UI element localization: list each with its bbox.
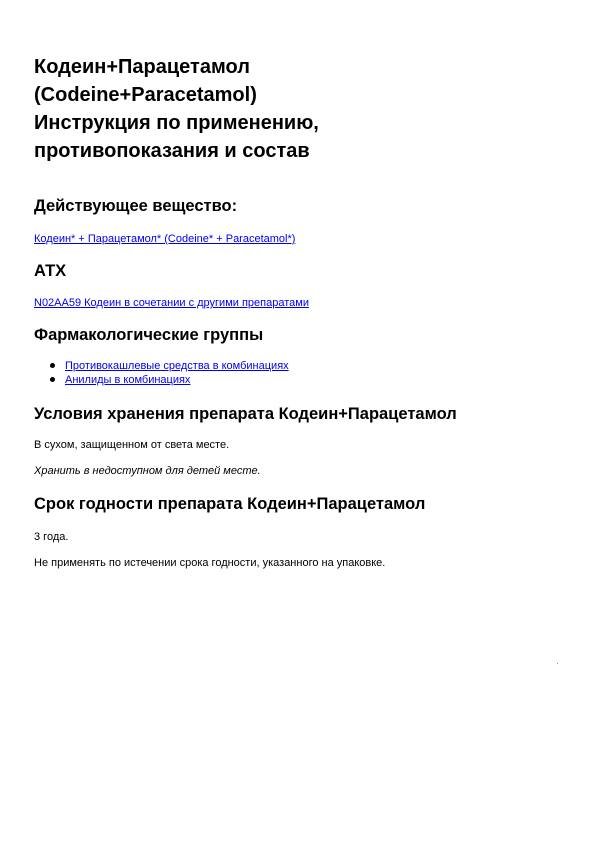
pharm-groups-heading: Фармакологические группы	[34, 326, 264, 344]
page-title	[34, 53, 554, 165]
pharm-group-link-1[interactable]: Противокашлевые средства в комбинациях	[65, 360, 289, 372]
storage-text: В сухом, защищенном от света месте.	[34, 439, 230, 451]
atc-link[interactable]: N02AA59 Кодеин в сочетании с другими препаратами	[34, 297, 309, 309]
active-substance-link[interactable]: Кодеин* + Парацетамол* (Codeine* + Paracetamol*)	[34, 233, 296, 245]
title-line-3: Инструкция по применению,	[34, 112, 319, 134]
title-line-2: (Codeine+Paracetamol)	[34, 84, 257, 106]
list-item	[34, 373, 289, 387]
active-substance-heading: Действующее вещество:	[34, 197, 238, 215]
storage-note: Хранить в недоступном для детей месте.	[34, 465, 261, 477]
active-substance-paragraph	[34, 232, 295, 246]
shelf-life-note: Не применять по истечении срока годности, указанного на упаковке.	[34, 557, 386, 569]
title-line-4: противопоказания и состав	[34, 140, 310, 162]
shelf-life-text: 3 года.	[34, 531, 69, 543]
title-line-1: Кодеин+Парацетамол	[34, 56, 250, 78]
bullet-icon	[50, 377, 55, 382]
page-mark	[557, 663, 558, 664]
pharm-groups-list	[34, 359, 289, 387]
atc-paragraph	[34, 296, 309, 310]
bullet-icon	[50, 363, 55, 368]
shelf-life-heading: Срок годности препарата Кодеин+Парацетамол	[34, 495, 426, 513]
list-item	[34, 359, 289, 373]
pharm-group-link-2[interactable]: Анилиды в комбинациях	[65, 374, 191, 386]
storage-heading: Условия хранения препарата Кодеин+Парацетамол	[34, 405, 457, 423]
atc-heading: АТХ	[34, 262, 67, 280]
